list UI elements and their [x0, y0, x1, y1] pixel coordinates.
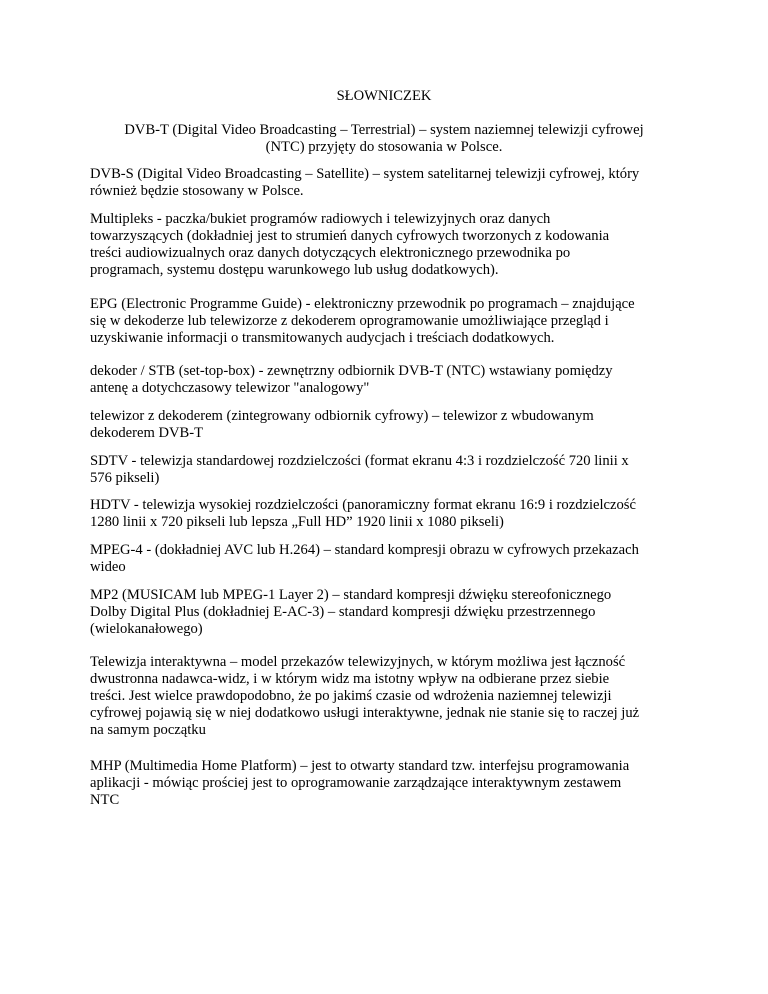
entry-line: dekoderem DVB-T — [90, 425, 204, 441]
entry-line: EPG (Electronic Programme Guide) - elektroniczny przewodnik po programach – znajdujące — [90, 296, 635, 312]
entry-line: HDTV - telewizja wysokiej rozdzielczości (panoramiczny format ekranu 16:9 i rozdzielczość — [90, 497, 636, 513]
entry-line: MPEG-4 - (dokładniej AVC lub H.264) – standard kompresji obrazu w cyfrowych przekazach — [90, 542, 639, 558]
entry-line: 1280 linii x 720 pikseli lub lepsza „Full HD” 1920 linii x 1080 pikseli) — [90, 514, 504, 530]
entry-line: telewizor z dekoderem (zintegrowany odbiornik cyfrowy) – telewizor z wbudowanym — [90, 408, 594, 424]
entry-line: antenę a dotychczasowy telewizor "analogowy" — [90, 380, 370, 396]
entry-line: cyfrowej pojawią się w niej dodatkowo usługi interaktywne, jednak nie stanie się to raczej już — [90, 705, 640, 721]
entry-line: DVB-T (Digital Video Broadcasting – Terrestrial) – system naziemnej telewizji cyfrowej — [124, 122, 644, 138]
entry-line: MP2 (MUSICAM lub MPEG-1 Layer 2) – standard kompresji dźwięku stereofonicznego — [90, 587, 612, 603]
entry-line: DVB-S (Digital Video Broadcasting – Satellite) – system satelitarnej telewizji cyfrowej, który — [90, 166, 640, 182]
glossary-entry-telewizor-z-dekoderem — [90, 408, 690, 442]
entry-line: Dolby Digital Plus (dokładniej E-AC-3) – standard kompresji dźwięku przestrzennego — [90, 604, 596, 620]
entry-line: SDTV - telewizja standardowej rozdzielczości (format ekranu 4:3 i rozdzielczość 720 linii x — [90, 453, 629, 469]
glossary-entry-multipleks — [90, 211, 690, 279]
entry-line: również będzie stosowany w Polsce. — [90, 183, 304, 199]
glossary-entry-telewizja-interaktywna — [90, 654, 690, 739]
entry-line: Telewizja interaktywna – model przekazów telewizyjnych, w którym możliwa jest łączność — [90, 654, 626, 670]
entry-line: dwustronna nadawca-widz, i w którym widz ma istotny wpływ na odbierane przez siebie — [90, 671, 610, 687]
page-title: SŁOWNICZEK — [336, 88, 432, 104]
entry-line: (wielokanałowego) — [90, 621, 203, 637]
glossary-entry-dvb-t — [84, 122, 684, 156]
entry-line: treści audiowizualnych oraz danych dotyczących elektronicznego przewodnika po — [90, 245, 571, 261]
entry-line: dekoder / STB (set-top-box) - zewnętrzny odbiornik DVB-T (NTC) wstawiany pomiędzy — [90, 363, 613, 379]
glossary-entry-epg — [90, 296, 690, 347]
entry-line: MHP (Multimedia Home Platform) – jest to otwarty standard tzw. interfejsu programowania — [90, 758, 630, 774]
entry-line: towarzyszących (dokładniej jest to strumień danych cyfrowych tworzonych z kodowania — [90, 228, 610, 244]
entry-line: programach, systemu dostępu warunkowego lub usług dodatkowych). — [90, 262, 499, 278]
entry-line: 576 pikseli) — [90, 470, 160, 486]
glossary-entry-dekoder — [90, 363, 690, 397]
entry-line: treści. Jest wielce prawdopodobno, że po jakimś czasie od wdrożenia naziemnej telewizji — [90, 688, 612, 704]
entry-line: uzyskiwanie informacji o transmitowanych audycjach i treściach dodatkowych. — [90, 330, 555, 346]
glossary-entry-mpeg-4 — [90, 542, 690, 576]
entry-line: Multipleks - paczka/bukiet programów radiowych i telewizyjnych oraz danych — [90, 211, 551, 227]
glossary-entry-hdtv — [90, 497, 690, 531]
entry-line: wideo — [90, 559, 126, 575]
entry-line: aplikacji - mówiąc prościej jest to oprogramowanie zarządzające interaktywnym zestawem — [90, 775, 622, 791]
glossary-entry-sdtv — [90, 453, 690, 487]
entry-line: na samym początku — [90, 722, 206, 738]
entry-line: (NTC) przyjęty do stosowania w Polsce. — [265, 139, 503, 155]
entry-line: NTC — [90, 792, 120, 808]
glossary-entry-dvb-s — [90, 166, 690, 200]
glossary-entry-mhp — [90, 758, 690, 809]
entry-line: się w dekoderze lub telewizorze z dekoderem oprogramowanie umożliwiające przegląd i — [90, 313, 609, 329]
glossary-entry-mp2 — [90, 587, 690, 638]
